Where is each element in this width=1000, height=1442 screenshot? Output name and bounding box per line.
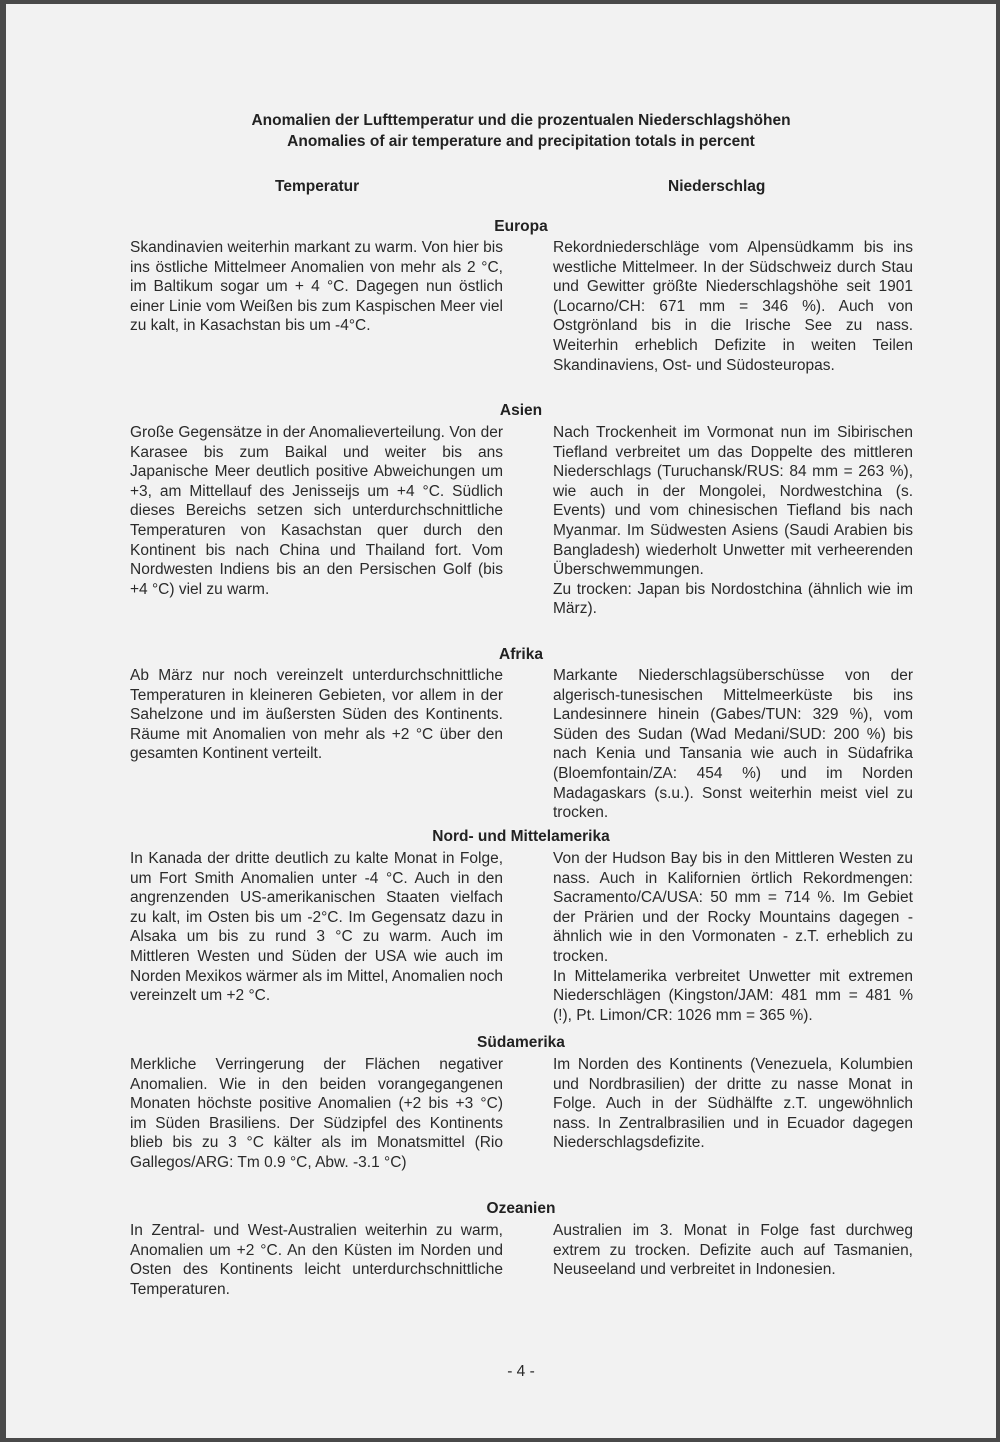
page-number: - 4 - [507, 1363, 535, 1380]
suedamerika-temperature-text: Merkliche Verringerung der Flächen negativer Anomalien. Wie in den beiden vorangegangenen Monaten höchste positive Anomalien (+2 bis +3 °C) im Süden Brasiliens. Der Südzipfel des Kontinents blieb bis zu 3 °C kälter als im Monatsmittel (Rio Gallegos/ARG: Tm 0.9 °C, Abw. -3.1 °C) [130, 1056, 503, 1171]
asien-precipitation-text: Nach Trockenheit im Vormonat nun im Sibirischen Tiefland verbreitet um das Doppelte des mittleren Niederschlags (Turuchansk/RUS: 84 mm = 263 %), wie auch in der Mongolei, Nordwestchina (s. Events) und vom chinesischen Tiefland bis nach Myanmar. Im Südwesten Asiens (Saudi Arabien bis Bangladesh) wiederholt Unwetter mit verheerenden Überschwemmungen. Zu trocken: Japan bis Nordostchina (ähnlich wie im März). [553, 424, 913, 618]
nordamerika-temperature-text: In Kanada der dritte deutlich zu kalte Monat in Folge, um Fort Smith Anomalien unter -4 °C. Auch in den angrenzenden US-amerikanischen Staaten vielfach zu kalt, im Osten bis um -2°C. Im Gegensatz dazu in Alsaka um bis zu rund 3 °C zu warm. Auch im Mittleren Westen und Süden der USA wie auch im Norden Mexikos wärmer als im Mittel, Anomalien noch vereinzelt um +2 °C. [130, 850, 503, 1005]
title-german: Anomalien der Lufttemperatur und die prozentualen Niederschlagshöhen [251, 112, 791, 129]
section-heading-europa: Europa [494, 218, 548, 235]
section-heading-suedamerika: Südamerika [477, 1034, 565, 1051]
asien-temperature-text: Große Gegensätze in der Anomalieverteilung. Von der Karasee bis zum Baikal und weiter bis ans Japanische Meer deutlich positive Abweichungen um +3, am Mittellauf des Jenisseijs um +4 °C. Südlich dieses Bereichs setzen sich unterdurchschnittliche Temperaturen von Kasachstan quer durch den Kontinent bis nach China und Thailand fort. Vom Nordwesten Indiens bis an den Persischen Golf (bis +4 °C) viel zu warm. [130, 424, 503, 598]
section-heading-ozeanien: Ozeanien [486, 1200, 556, 1217]
document-page [6, 4, 996, 1438]
suedamerika-precipitation-text: Im Norden des Kontinents (Venezuela, Kolumbien und Nordbrasilien) der dritte zu nasse Monat in Folge. Auch in der Südhälfte z.T. ungewöhnlich nass. In Zentralbrasilien und in Ecuador dagegen Niederschlagsdefizite. [553, 1056, 913, 1152]
column-header-temperature: Temperatur [275, 178, 360, 195]
ozeanien-temperature-text: In Zentral- und West-Australien weiterhin zu warm, Anomalien um +2 °C. An den Küsten im Norden und Osten des Kontinents leicht unterdurchschnittliche Temperaturen. [130, 1222, 503, 1298]
europa-precipitation-text: Rekordniederschläge vom Alpensüdkamm bis ins westliche Mittelmeer. In der Südschweiz durch Stau und Gewitter größte Niederschlagshöhe seit 1901 (Locarno/CH: 671 mm = 346 %). Auch von Ostgrönland bis in die Irische See zu nass. Weiterhin erheblich Defizite in weiten Teilen Skandinaviens, Ost- und Südosteuropas. [553, 239, 913, 374]
afrika-temperature-text: Ab März nur noch vereinzelt unterdurchschnittliche Temperaturen in kleineren Gebieten, vor allem in der Sahelzone und im äußersten Süden des Kontinents. Räume mit Anomalien von mehr als +2 °C über den gesamten Kontinent verteilt. [130, 667, 503, 763]
nordamerika-precipitation-text: Von der Hudson Bay bis in den Mittleren Westen zu nass. Auch in Kalifornien örtlich Rekordmengen: Sacramento/CA/USA: 50 mm = 714 %. Im Gebiet der Prärien und der Rocky Mountains dagegen - ähnlich wie in den Vormonaten - z.T. erheblich zu trocken. In Mittelamerika verbreitet Unwetter mit extremen Niederschlägen (Kingston/JAM: 481 mm = 481 % (!), Pt. Limon/CR: 1026 mm = 365 %). [553, 850, 913, 1024]
page-title [6, 110, 1000, 152]
ozeanien-precipitation-text: Australien im 3. Monat in Folge fast durchweg extrem zu trocken. Defizite auch auf Tasmanien, Neuseeland und verbreitet in Indonesien. [553, 1222, 913, 1279]
title-english: Anomalies of air temperature and precipitation totals in percent [287, 133, 755, 150]
section-heading-afrika: Afrika [499, 646, 543, 663]
section-heading-asien: Asien [499, 402, 543, 419]
section-heading-nord-und-mittelamerika: Nord- und Mittelamerika [432, 828, 610, 845]
column-header-precipitation: Niederschlag [668, 178, 766, 195]
afrika-precipitation-text: Markante Niederschlagsüberschüsse von der algerisch-tunesischen Mittelmeerküste bis ins Landesinnere hinein (Gabes/TUN: 329 %), vom Süden des Sudan (Wad Medani/SUD: 200 %) bis nach Kenia und Tansania wie auch in Südafrika (Bloemfontain/ZA: 454 %) und im Norden Madagaskars (s.u.). Sonst weiterhin meist viel zu trocken. [553, 667, 913, 822]
europa-temperature-text: Skandinavien weiterhin markant zu warm. Von hier bis ins östliche Mittelmeer Anomalien von mehr als 2 °C, im Baltikum sogar um + 4 °C. Dagegen nun östlich einer Linie vom Weißen bis zum Kaspischen Meer viel zu kalt, in Kasachstan bis um -4°C. [130, 239, 503, 335]
